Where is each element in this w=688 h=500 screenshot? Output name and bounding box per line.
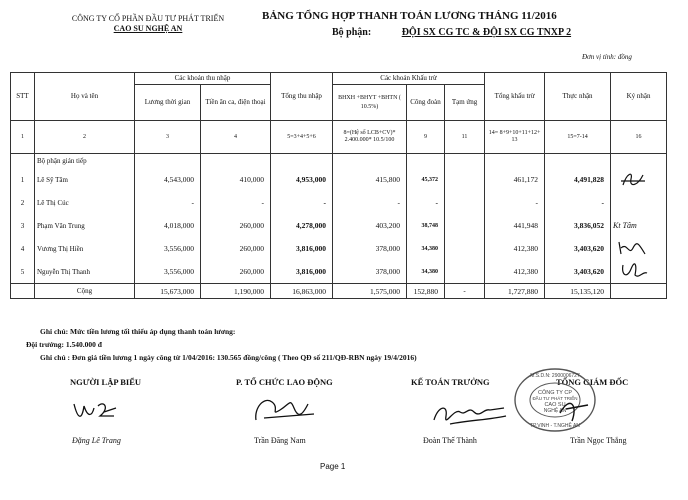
- cell-insurance: 415,800: [333, 168, 407, 191]
- total-deduct: 1,727,880: [485, 284, 545, 299]
- cell-sign: [611, 237, 667, 260]
- stamp-line4: NGHỆ AN: [543, 408, 567, 414]
- cell-insurance: -: [333, 191, 407, 214]
- cell-insurance: 403,200: [333, 214, 407, 237]
- hr-name: Trần Đăng Nam: [254, 436, 306, 445]
- stamp-line6: TP.VINH - T.NGHỆ AN: [530, 423, 580, 429]
- cell-union: 34,380: [407, 260, 445, 284]
- header-sign: Ký nhận: [611, 73, 667, 121]
- total-salary: 15,673,000: [135, 284, 201, 299]
- table-row: [11, 168, 667, 191]
- table-row: [11, 237, 667, 260]
- cell-union: -: [407, 191, 445, 214]
- stamp-line1: CÔNG TY CP: [537, 390, 573, 396]
- signature-mark: [613, 261, 653, 281]
- header-deduct-group: Các khoản Khấu trừ: [333, 73, 485, 85]
- index-cell: 3: [135, 121, 201, 154]
- cell-salary: 3,556,000: [135, 260, 201, 284]
- note-line1: Ghi chú: Mức tiền lương tối thiểu áp dụng thanh toán lương:: [40, 327, 236, 336]
- cell-name: Nguyễn Thị Thanh: [35, 260, 135, 284]
- cell-stt: 3: [11, 214, 35, 237]
- index-cell: 5=3+4+5+6: [271, 121, 333, 154]
- header-stt: STT: [11, 73, 35, 121]
- cell-meals: 260,000: [201, 214, 271, 237]
- cell-meals: -: [201, 191, 271, 214]
- group-label: Bộ phận gián tiếp: [35, 154, 135, 169]
- index-cell: 2: [35, 121, 135, 154]
- currency-unit: Đơn vị tính: đồng: [582, 53, 632, 61]
- cell-stt: 1: [11, 168, 35, 191]
- table-row: [11, 260, 667, 284]
- company-name: [48, 14, 248, 34]
- total-union: 152,880: [407, 284, 445, 299]
- group-row: [11, 154, 667, 169]
- cell-meals: 260,000: [201, 260, 271, 284]
- stamp-line5: M.S.D.N: 2900006727: [530, 373, 580, 379]
- header-total-deduct: Tổng khấu trừ: [485, 73, 545, 121]
- header-meals-phone: Tiền ăn ca, điện thoại: [201, 85, 271, 121]
- cell-advance: [445, 168, 485, 191]
- total-advance: -: [445, 284, 485, 299]
- director-name: Trần Ngọc Thắng: [570, 436, 627, 445]
- total-insurance: 1,575,000: [333, 284, 407, 299]
- cell-advance: [445, 237, 485, 260]
- cell-advance: [445, 214, 485, 237]
- header-income-group: Các khoản thu nhập: [135, 73, 271, 85]
- index-cell: 11: [445, 121, 485, 154]
- cell-sign: [611, 168, 667, 191]
- cell-net: 3,403,620: [545, 237, 611, 260]
- index-cell: 4: [201, 121, 271, 154]
- cell-stt: 2: [11, 191, 35, 214]
- cell-net: 4,491,828: [545, 168, 611, 191]
- note-line2: Đội trưởng: 1.540.000 đ: [26, 340, 102, 349]
- header-salary-time: Lương thời gian: [135, 85, 201, 121]
- index-cell: 8=(Hệ số LCB+CV)* 2.400.000* 10.5/100: [333, 121, 407, 154]
- cell-total: 4,278,000: [271, 214, 333, 237]
- department-value: ĐỘI SX CG TC & ĐỘI SX CG TNXP 2: [401, 27, 572, 38]
- cell-sign: [611, 191, 667, 214]
- company-line1: CÔNG TY CỔ PHẦN ĐẦU TƯ PHÁT TRIỂN: [71, 14, 225, 23]
- preparer-signature: [70, 398, 130, 424]
- director-title: TỔNG GIÁM ĐỐC: [556, 377, 629, 387]
- notes: [26, 325, 417, 364]
- index-cell: 16: [611, 121, 667, 154]
- cell-union: 34,380: [407, 237, 445, 260]
- total-net: 15,135,120: [545, 284, 611, 299]
- header-insurance: BHXH +BHYT +BHTN ( 10.5%): [333, 85, 407, 121]
- accountant-name: Đoàn Thế Thành: [423, 436, 477, 445]
- stamp-line3: CAO SU: [544, 402, 566, 408]
- index-cell: 9: [407, 121, 445, 154]
- cell-deduct: 412,380: [485, 237, 545, 260]
- cell-stt: 4: [11, 237, 35, 260]
- header-union: Công đoàn: [407, 85, 445, 121]
- cell-net: -: [545, 191, 611, 214]
- cell-salary: -: [135, 191, 201, 214]
- header-net: Thực nhận: [545, 73, 611, 121]
- cell-advance: [445, 260, 485, 284]
- cell-salary: 3,556,000: [135, 237, 201, 260]
- cell-name: Lê Thị Cúc: [35, 191, 135, 214]
- company-line2: CAO SU NGHỆ AN: [113, 24, 183, 33]
- cell-deduct: 461,172: [485, 168, 545, 191]
- document-title: BẢNG TỔNG HỢP THANH TOÁN LƯƠNG THÁNG 11/2016: [262, 10, 557, 22]
- index-row: [11, 121, 667, 154]
- header-advance: Tạm ứng: [445, 85, 485, 121]
- department-label: Bộ phận:: [332, 27, 372, 38]
- cell-net: 3,403,620: [545, 260, 611, 284]
- total-label: Cộng: [35, 284, 135, 299]
- total-meals: 1,190,000: [201, 284, 271, 299]
- cell-total: -: [271, 191, 333, 214]
- preparer-name: Đặng Lê Trang: [72, 436, 121, 445]
- note-line3: Ghi chú : Đơn giá tiền lương 1 ngày công từ 1/04/2016: 130.565 đồng/công ( Theo QĐ số 211/QĐ-RBN ngày 19/4/2016): [40, 353, 417, 362]
- cell-name: Vương Thị Hiền: [35, 237, 135, 260]
- cell-sign: Kt Tâm: [611, 214, 667, 237]
- header-total-income: Tổng thu nhập: [271, 73, 333, 121]
- header-name: Họ và tên: [35, 73, 135, 121]
- cell-total: 3,816,000: [271, 260, 333, 284]
- hr-signature: [250, 390, 320, 426]
- cell-meals: 410,000: [201, 168, 271, 191]
- total-income: 16,863,000: [271, 284, 333, 299]
- cell-salary: 4,543,000: [135, 168, 201, 191]
- cell-advance: [445, 191, 485, 214]
- cell-deduct: 412,380: [485, 260, 545, 284]
- cell-net: 3,836,052: [545, 214, 611, 237]
- index-cell: 1: [11, 121, 35, 154]
- signature-mark: [613, 238, 653, 258]
- cell-name: Phạm Văn Trung: [35, 214, 135, 237]
- cell-total: 4,953,000: [271, 168, 333, 191]
- cell-union: 38,748: [407, 214, 445, 237]
- cell-name: Lê Sỹ Tâm: [35, 168, 135, 191]
- cell-meals: 260,000: [201, 237, 271, 260]
- preparer-title: NGƯỜI LẬP BIỂU: [70, 377, 142, 387]
- index-cell: 15=7-14: [545, 121, 611, 154]
- cell-total: 3,816,000: [271, 237, 333, 260]
- stamp-line2: ĐẦU TƯ PHÁT TRIỂN: [532, 396, 578, 401]
- table-row: [11, 214, 667, 237]
- accountant-signature: [430, 396, 510, 428]
- table-row: [11, 191, 667, 214]
- cell-deduct: 441,948: [485, 214, 545, 237]
- index-cell: 14= 8+9+10+11+12+ 13: [485, 121, 545, 154]
- department: [332, 27, 571, 38]
- company-stamp: [510, 365, 600, 435]
- cell-sign: [611, 260, 667, 284]
- salary-table: [10, 72, 667, 299]
- cell-insurance: 378,000: [333, 260, 407, 284]
- cell-deduct: -: [485, 191, 545, 214]
- page-number: Page 1: [320, 462, 346, 471]
- total-row: [11, 284, 667, 299]
- cell-union: 45,372: [407, 168, 445, 191]
- cell-salary: 4,018,000: [135, 214, 201, 237]
- cell-stt: 5: [11, 260, 35, 284]
- accountant-title: KẾ TOÁN TRƯỞNG: [411, 377, 490, 387]
- signature-mark: [613, 169, 653, 189]
- cell-insurance: 378,000: [333, 237, 407, 260]
- hr-title: P. TỔ CHỨC LAO ĐỘNG: [236, 377, 333, 387]
